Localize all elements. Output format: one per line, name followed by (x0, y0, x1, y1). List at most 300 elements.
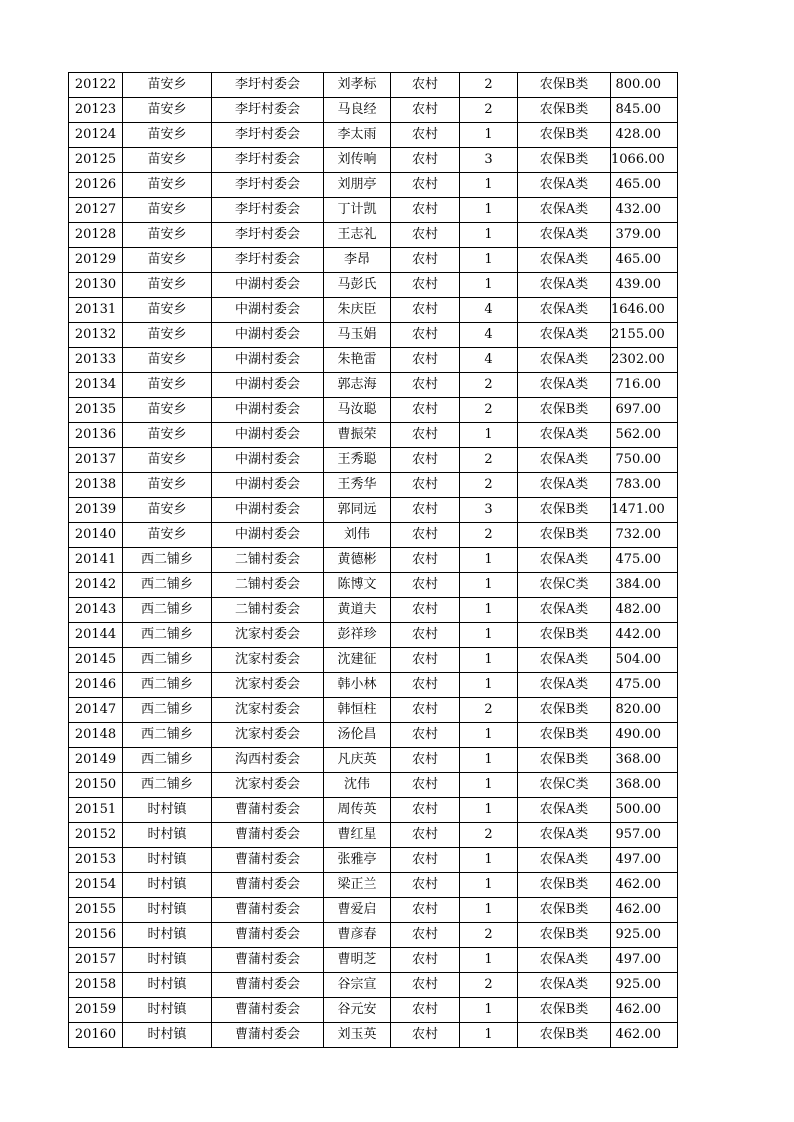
insurance-category-cell: 农保A类 (518, 448, 611, 473)
insurance-category-cell: 农保B类 (518, 498, 611, 523)
record-id-cell: 20155 (69, 898, 123, 923)
family-count-cell: 1 (460, 773, 518, 798)
name-cell: 韩恒柱 (324, 698, 391, 723)
family-count-cell: 4 (460, 348, 518, 373)
village-committee-cell: 曹蒲村委会 (212, 923, 324, 948)
table-row (69, 473, 678, 498)
household-type-cell: 农村 (391, 98, 460, 123)
record-id-cell: 20143 (69, 598, 123, 623)
amount-cell: 428.00 (611, 123, 678, 148)
village-committee-cell: 中湖村委会 (212, 448, 324, 473)
township-cell: 苗安乡 (123, 123, 212, 148)
name-cell: 陈博文 (324, 573, 391, 598)
amount-cell: 462.00 (611, 998, 678, 1023)
insurance-category-cell: 农保A类 (518, 323, 611, 348)
record-id-cell: 20124 (69, 123, 123, 148)
village-committee-cell: 李圩村委会 (212, 148, 324, 173)
family-count-cell: 2 (460, 923, 518, 948)
table-row (69, 523, 678, 548)
township-cell: 西二铺乡 (123, 673, 212, 698)
table-row (69, 623, 678, 648)
name-cell: 刘传响 (324, 148, 391, 173)
township-cell: 时村镇 (123, 998, 212, 1023)
family-count-cell: 1 (460, 748, 518, 773)
amount-cell: 432.00 (611, 198, 678, 223)
township-cell: 苗安乡 (123, 223, 212, 248)
village-committee-cell: 曹蒲村委会 (212, 948, 324, 973)
table-row (69, 923, 678, 948)
name-cell: 曹红星 (324, 823, 391, 848)
family-count-cell: 1 (460, 898, 518, 923)
record-id-cell: 20156 (69, 923, 123, 948)
insurance-category-cell: 农保A类 (518, 348, 611, 373)
name-cell: 汤伦昌 (324, 723, 391, 748)
township-cell: 时村镇 (123, 973, 212, 998)
village-committee-cell: 沈家村委会 (212, 773, 324, 798)
name-cell: 马玉娟 (324, 323, 391, 348)
name-cell: 郭志海 (324, 373, 391, 398)
record-id-cell: 20126 (69, 173, 123, 198)
village-committee-cell: 沟西村委会 (212, 748, 324, 773)
record-id-cell: 20149 (69, 748, 123, 773)
township-cell: 时村镇 (123, 823, 212, 848)
family-count-cell: 1 (460, 873, 518, 898)
village-committee-cell: 曹蒲村委会 (212, 1023, 324, 1048)
amount-cell: 2302.00 (611, 348, 678, 373)
name-cell: 梁正兰 (324, 873, 391, 898)
amount-cell: 462.00 (611, 898, 678, 923)
insurance-category-cell: 农保B类 (518, 873, 611, 898)
name-cell: 马彭氏 (324, 273, 391, 298)
household-type-cell: 农村 (391, 298, 460, 323)
township-cell: 苗安乡 (123, 498, 212, 523)
document-table-container (68, 72, 678, 1048)
table-row (69, 298, 678, 323)
insurance-category-cell: 农保A类 (518, 423, 611, 448)
record-id-cell: 20160 (69, 1023, 123, 1048)
village-committee-cell: 中湖村委会 (212, 398, 324, 423)
table-row (69, 948, 678, 973)
table-row (69, 823, 678, 848)
insurance-category-cell: 农保A类 (518, 848, 611, 873)
amount-cell: 465.00 (611, 173, 678, 198)
township-cell: 苗安乡 (123, 248, 212, 273)
table-row (69, 173, 678, 198)
village-committee-cell: 二铺村委会 (212, 548, 324, 573)
record-id-cell: 20159 (69, 998, 123, 1023)
table-row (69, 123, 678, 148)
insurance-category-cell: 农保B类 (518, 398, 611, 423)
family-count-cell: 1 (460, 598, 518, 623)
insurance-category-cell: 农保A类 (518, 223, 611, 248)
household-type-cell: 农村 (391, 573, 460, 598)
village-committee-cell: 沈家村委会 (212, 723, 324, 748)
name-cell: 丁计凯 (324, 198, 391, 223)
township-cell: 西二铺乡 (123, 548, 212, 573)
name-cell: 彭祥珍 (324, 623, 391, 648)
record-id-cell: 20140 (69, 523, 123, 548)
amount-cell: 716.00 (611, 373, 678, 398)
insurance-category-cell: 农保A类 (518, 198, 611, 223)
insurance-category-cell: 农保B类 (518, 748, 611, 773)
amount-cell: 750.00 (611, 448, 678, 473)
amount-cell: 384.00 (611, 573, 678, 598)
household-type-cell: 农村 (391, 273, 460, 298)
village-committee-cell: 曹蒲村委会 (212, 873, 324, 898)
insurance-category-cell: 农保B类 (518, 73, 611, 98)
household-type-cell: 农村 (391, 73, 460, 98)
village-committee-cell: 中湖村委会 (212, 298, 324, 323)
name-cell: 沈伟 (324, 773, 391, 798)
amount-cell: 1471.00 (611, 498, 678, 523)
family-count-cell: 2 (460, 698, 518, 723)
village-committee-cell: 中湖村委会 (212, 498, 324, 523)
amount-cell: 490.00 (611, 723, 678, 748)
beneficiary-table (68, 72, 678, 1048)
insurance-category-cell: 农保B类 (518, 923, 611, 948)
township-cell: 时村镇 (123, 798, 212, 823)
township-cell: 苗安乡 (123, 73, 212, 98)
household-type-cell: 农村 (391, 798, 460, 823)
record-id-cell: 20123 (69, 98, 123, 123)
family-count-cell: 1 (460, 998, 518, 1023)
amount-cell: 500.00 (611, 798, 678, 823)
record-id-cell: 20158 (69, 973, 123, 998)
name-cell: 刘孝标 (324, 73, 391, 98)
record-id-cell: 20139 (69, 498, 123, 523)
family-count-cell: 2 (460, 473, 518, 498)
record-id-cell: 20138 (69, 473, 123, 498)
household-type-cell: 农村 (391, 373, 460, 398)
insurance-category-cell: 农保A类 (518, 273, 611, 298)
household-type-cell: 农村 (391, 773, 460, 798)
household-type-cell: 农村 (391, 123, 460, 148)
township-cell: 苗安乡 (123, 423, 212, 448)
table-row (69, 348, 678, 373)
amount-cell: 925.00 (611, 973, 678, 998)
record-id-cell: 20151 (69, 798, 123, 823)
amount-cell: 439.00 (611, 273, 678, 298)
household-type-cell: 农村 (391, 548, 460, 573)
household-type-cell: 农村 (391, 998, 460, 1023)
township-cell: 苗安乡 (123, 323, 212, 348)
amount-cell: 957.00 (611, 823, 678, 848)
family-count-cell: 1 (460, 948, 518, 973)
household-type-cell: 农村 (391, 848, 460, 873)
name-cell: 马汝聪 (324, 398, 391, 423)
record-id-cell: 20135 (69, 398, 123, 423)
name-cell: 谷宗宣 (324, 973, 391, 998)
table-row (69, 798, 678, 823)
family-count-cell: 2 (460, 73, 518, 98)
record-id-cell: 20146 (69, 673, 123, 698)
village-committee-cell: 沈家村委会 (212, 623, 324, 648)
record-id-cell: 20130 (69, 273, 123, 298)
insurance-category-cell: 农保A类 (518, 798, 611, 823)
amount-cell: 783.00 (611, 473, 678, 498)
amount-cell: 504.00 (611, 648, 678, 673)
name-cell: 朱艳雷 (324, 348, 391, 373)
family-count-cell: 4 (460, 298, 518, 323)
township-cell: 苗安乡 (123, 348, 212, 373)
name-cell: 李昂 (324, 248, 391, 273)
township-cell: 西二铺乡 (123, 698, 212, 723)
name-cell: 王志礼 (324, 223, 391, 248)
township-cell: 西二铺乡 (123, 623, 212, 648)
township-cell: 西二铺乡 (123, 748, 212, 773)
family-count-cell: 2 (460, 523, 518, 548)
household-type-cell: 农村 (391, 523, 460, 548)
family-count-cell: 2 (460, 373, 518, 398)
insurance-category-cell: 农保A类 (518, 373, 611, 398)
village-committee-cell: 李圩村委会 (212, 223, 324, 248)
household-type-cell: 农村 (391, 173, 460, 198)
township-cell: 时村镇 (123, 898, 212, 923)
record-id-cell: 20153 (69, 848, 123, 873)
insurance-category-cell: 农保B类 (518, 148, 611, 173)
table-row (69, 148, 678, 173)
family-count-cell: 1 (460, 723, 518, 748)
family-count-cell: 4 (460, 323, 518, 348)
township-cell: 时村镇 (123, 1023, 212, 1048)
township-cell: 时村镇 (123, 923, 212, 948)
record-id-cell: 20154 (69, 873, 123, 898)
insurance-category-cell: 农保B类 (518, 123, 611, 148)
household-type-cell: 农村 (391, 323, 460, 348)
household-type-cell: 农村 (391, 1023, 460, 1048)
village-committee-cell: 曹蒲村委会 (212, 973, 324, 998)
table-row (69, 873, 678, 898)
household-type-cell: 农村 (391, 973, 460, 998)
village-committee-cell: 中湖村委会 (212, 323, 324, 348)
record-id-cell: 20148 (69, 723, 123, 748)
township-cell: 西二铺乡 (123, 648, 212, 673)
amount-cell: 368.00 (611, 773, 678, 798)
village-committee-cell: 中湖村委会 (212, 373, 324, 398)
insurance-category-cell: 农保B类 (518, 723, 611, 748)
village-committee-cell: 曹蒲村委会 (212, 823, 324, 848)
household-type-cell: 农村 (391, 623, 460, 648)
insurance-category-cell: 农保A类 (518, 673, 611, 698)
record-id-cell: 20152 (69, 823, 123, 848)
family-count-cell: 3 (460, 148, 518, 173)
household-type-cell: 农村 (391, 898, 460, 923)
record-id-cell: 20142 (69, 573, 123, 598)
record-id-cell: 20147 (69, 698, 123, 723)
table-row (69, 498, 678, 523)
family-count-cell: 1 (460, 848, 518, 873)
record-id-cell: 20150 (69, 773, 123, 798)
name-cell: 曹爱启 (324, 898, 391, 923)
name-cell: 凡庆英 (324, 748, 391, 773)
name-cell: 曹振荣 (324, 423, 391, 448)
table-row (69, 848, 678, 873)
record-id-cell: 20133 (69, 348, 123, 373)
family-count-cell: 3 (460, 498, 518, 523)
village-committee-cell: 二铺村委会 (212, 598, 324, 623)
table-row (69, 723, 678, 748)
village-committee-cell: 中湖村委会 (212, 523, 324, 548)
township-cell: 西二铺乡 (123, 723, 212, 748)
record-id-cell: 20136 (69, 423, 123, 448)
table-row (69, 973, 678, 998)
amount-cell: 562.00 (611, 423, 678, 448)
name-cell: 黄道夫 (324, 598, 391, 623)
family-count-cell: 2 (460, 448, 518, 473)
insurance-category-cell: 农保B类 (518, 1023, 611, 1048)
record-id-cell: 20157 (69, 948, 123, 973)
table-row (69, 598, 678, 623)
township-cell: 苗安乡 (123, 273, 212, 298)
amount-cell: 462.00 (611, 1023, 678, 1048)
household-type-cell: 农村 (391, 348, 460, 373)
name-cell: 曹明芝 (324, 948, 391, 973)
insurance-category-cell: 农保A类 (518, 548, 611, 573)
village-committee-cell: 中湖村委会 (212, 423, 324, 448)
record-id-cell: 20127 (69, 198, 123, 223)
record-id-cell: 20144 (69, 623, 123, 648)
township-cell: 苗安乡 (123, 523, 212, 548)
township-cell: 苗安乡 (123, 373, 212, 398)
household-type-cell: 农村 (391, 248, 460, 273)
amount-cell: 2155.00 (611, 323, 678, 348)
record-id-cell: 20125 (69, 148, 123, 173)
table-row (69, 748, 678, 773)
amount-cell: 497.00 (611, 848, 678, 873)
record-id-cell: 20145 (69, 648, 123, 673)
household-type-cell: 农村 (391, 698, 460, 723)
family-count-cell: 1 (460, 223, 518, 248)
family-count-cell: 1 (460, 423, 518, 448)
township-cell: 苗安乡 (123, 98, 212, 123)
record-id-cell: 20134 (69, 373, 123, 398)
table-row (69, 248, 678, 273)
village-committee-cell: 曹蒲村委会 (212, 998, 324, 1023)
village-committee-cell: 沈家村委会 (212, 673, 324, 698)
insurance-category-cell: 农保A类 (518, 598, 611, 623)
family-count-cell: 1 (460, 198, 518, 223)
household-type-cell: 农村 (391, 873, 460, 898)
amount-cell: 475.00 (611, 548, 678, 573)
table-row (69, 273, 678, 298)
insurance-category-cell: 农保A类 (518, 973, 611, 998)
insurance-category-cell: 农保A类 (518, 298, 611, 323)
amount-cell: 497.00 (611, 948, 678, 973)
township-cell: 苗安乡 (123, 473, 212, 498)
name-cell: 刘玉英 (324, 1023, 391, 1048)
name-cell: 沈建征 (324, 648, 391, 673)
insurance-category-cell: 农保B类 (518, 698, 611, 723)
family-count-cell: 1 (460, 173, 518, 198)
household-type-cell: 农村 (391, 423, 460, 448)
township-cell: 时村镇 (123, 848, 212, 873)
village-committee-cell: 李圩村委会 (212, 73, 324, 98)
household-type-cell: 农村 (391, 398, 460, 423)
township-cell: 苗安乡 (123, 448, 212, 473)
table-row (69, 323, 678, 348)
township-cell: 西二铺乡 (123, 573, 212, 598)
village-committee-cell: 李圩村委会 (212, 248, 324, 273)
amount-cell: 1646.00 (611, 298, 678, 323)
table-row (69, 998, 678, 1023)
record-id-cell: 20137 (69, 448, 123, 473)
name-cell: 刘伟 (324, 523, 391, 548)
family-count-cell: 2 (460, 398, 518, 423)
table-row (69, 98, 678, 123)
table-row (69, 373, 678, 398)
table-row (69, 898, 678, 923)
household-type-cell: 农村 (391, 198, 460, 223)
amount-cell: 465.00 (611, 248, 678, 273)
family-count-cell: 2 (460, 98, 518, 123)
amount-cell: 475.00 (611, 673, 678, 698)
name-cell: 马良经 (324, 98, 391, 123)
amount-cell: 697.00 (611, 398, 678, 423)
table-row (69, 698, 678, 723)
name-cell: 刘朋亭 (324, 173, 391, 198)
township-cell: 苗安乡 (123, 198, 212, 223)
amount-cell: 442.00 (611, 623, 678, 648)
insurance-category-cell: 农保B类 (518, 898, 611, 923)
household-type-cell: 农村 (391, 948, 460, 973)
insurance-category-cell: 农保A类 (518, 823, 611, 848)
family-count-cell: 2 (460, 973, 518, 998)
village-committee-cell: 曹蒲村委会 (212, 798, 324, 823)
insurance-category-cell: 农保B类 (518, 523, 611, 548)
village-committee-cell: 李圩村委会 (212, 198, 324, 223)
household-type-cell: 农村 (391, 748, 460, 773)
village-committee-cell: 李圩村委会 (212, 98, 324, 123)
name-cell: 韩小林 (324, 673, 391, 698)
household-type-cell: 农村 (391, 723, 460, 748)
name-cell: 王秀聪 (324, 448, 391, 473)
table-row (69, 548, 678, 573)
insurance-category-cell: 农保B类 (518, 998, 611, 1023)
family-count-cell: 1 (460, 123, 518, 148)
name-cell: 周传英 (324, 798, 391, 823)
table-row (69, 198, 678, 223)
insurance-category-cell: 农保A类 (518, 648, 611, 673)
household-type-cell: 农村 (391, 148, 460, 173)
table-row (69, 1023, 678, 1048)
record-id-cell: 20132 (69, 323, 123, 348)
insurance-category-cell: 农保A类 (518, 248, 611, 273)
village-committee-cell: 中湖村委会 (212, 473, 324, 498)
table-row (69, 398, 678, 423)
amount-cell: 368.00 (611, 748, 678, 773)
table-row (69, 773, 678, 798)
household-type-cell: 农村 (391, 648, 460, 673)
township-cell: 西二铺乡 (123, 773, 212, 798)
township-cell: 时村镇 (123, 948, 212, 973)
township-cell: 时村镇 (123, 873, 212, 898)
household-type-cell: 农村 (391, 923, 460, 948)
household-type-cell: 农村 (391, 448, 460, 473)
village-committee-cell: 沈家村委会 (212, 648, 324, 673)
village-committee-cell: 曹蒲村委会 (212, 848, 324, 873)
name-cell: 曹彦春 (324, 923, 391, 948)
name-cell: 朱庆臣 (324, 298, 391, 323)
township-cell: 苗安乡 (123, 298, 212, 323)
record-id-cell: 20141 (69, 548, 123, 573)
insurance-category-cell: 农保B类 (518, 98, 611, 123)
amount-cell: 462.00 (611, 873, 678, 898)
family-count-cell: 1 (460, 573, 518, 598)
name-cell: 李太雨 (324, 123, 391, 148)
insurance-category-cell: 农保C类 (518, 573, 611, 598)
township-cell: 苗安乡 (123, 148, 212, 173)
township-cell: 苗安乡 (123, 398, 212, 423)
